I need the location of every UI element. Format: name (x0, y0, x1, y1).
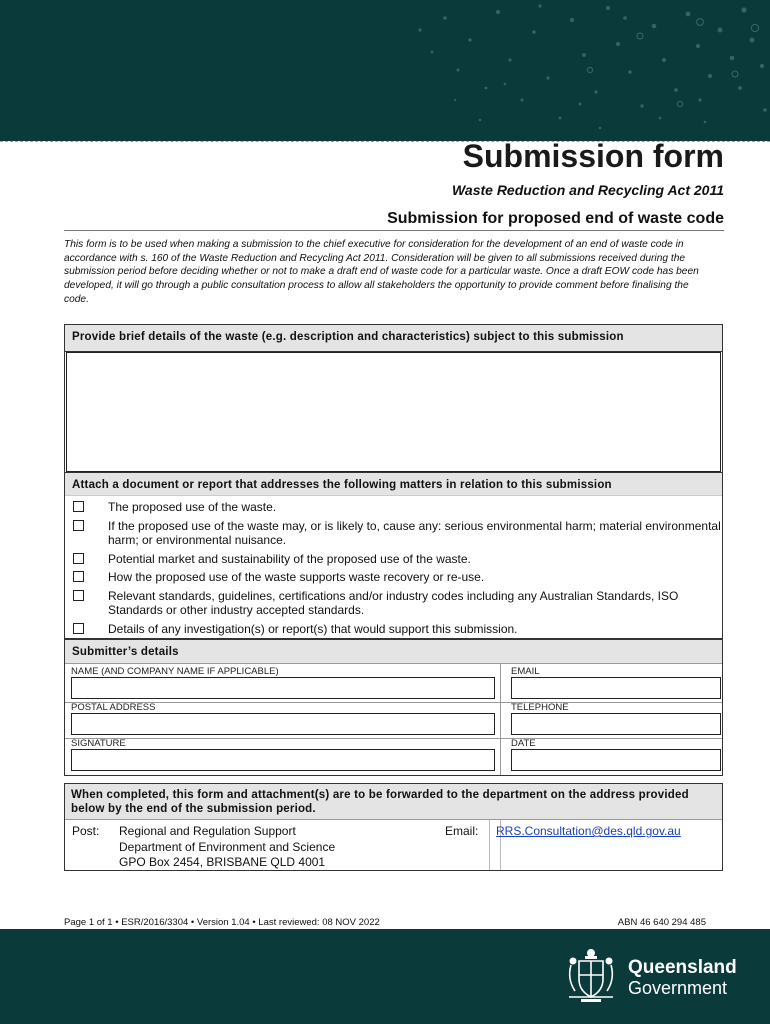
attach-heading: Attach a document or report that addresses the following matters in relation to this submission (65, 472, 722, 496)
row-divider (65, 702, 722, 703)
submitter-heading: Submitter’s details (65, 639, 722, 664)
checklist-item: Potential market and sustainability of the proposed use of the waste. (65, 552, 722, 567)
checklist-item: How the proposed use of the waste supports waste recovery or re-use. (65, 570, 722, 585)
checkbox[interactable] (73, 623, 84, 634)
row-divider (65, 738, 722, 739)
submission-address-section (64, 783, 723, 871)
postal-address-label: POSTAL ADDRESS (71, 702, 156, 713)
checklist-item: The proposed use of the waste. (65, 500, 722, 515)
form-heading: Submission for proposed end of waste code (64, 210, 724, 231)
signature-field[interactable] (71, 749, 495, 771)
email-field[interactable] (511, 677, 721, 699)
checkbox[interactable] (73, 553, 84, 564)
footer-document-info: Page 1 of 1 • ESR/2016/3304 • Version 1.04 • Last reviewed: 08 NOV 2022 (64, 917, 380, 928)
waste-details-section (64, 324, 723, 639)
intro-paragraph: This form is to be used when making a submission to the chief executive for consideration for the development of an end of waste code in accordance with s. 160 of the Waste Reduction and Recycling Act 2011. Consideration will be given to all submissions received during the submission period before deciding whether or not to make a draft end of waste code for a particular waste. Once a draft EOW code has been developed, it will go through a public consultation process to allow all stakeholders the opportunity to provide comment before finalising the code. (64, 239, 699, 305)
name-label: NAME (AND COMPANY NAME IF APPLICABLE) (71, 666, 279, 677)
checkbox[interactable] (73, 520, 84, 531)
postal-address: Regional and Regulation Support Department of Environment and Science GPO Box 2454, BRISBANE QLD 4001 (119, 824, 336, 869)
telephone-field[interactable] (511, 713, 721, 735)
checkbox[interactable] (73, 571, 84, 582)
signature-label: SIGNATURE (71, 738, 126, 749)
column-divider (489, 820, 490, 870)
email-label: EMAIL (511, 666, 540, 677)
waste-details-heading: Provide brief details of the waste (e.g. description and characteristics) subject to this submission (65, 325, 722, 352)
page-title: Submission form (462, 138, 724, 174)
waste-details-textarea[interactable] (66, 352, 721, 472)
postal-address-field[interactable] (71, 713, 495, 735)
act-subtitle: Waste Reduction and Recycling Act 2011 (451, 182, 724, 198)
checklist-item: Details of any investigation(s) or report(s) that would support this submission. (65, 622, 722, 637)
post-label: Post: (72, 824, 100, 838)
submitter-section (64, 639, 723, 776)
dot-pattern-decoration (0, 0, 770, 141)
brand-subtitle: Government (628, 978, 728, 998)
matters-checklist (65, 496, 722, 636)
telephone-label: TELEPHONE (511, 702, 569, 713)
checklist-item: If the proposed use of the waste may, or is likely to, cause any: serious environmental harm; material environmental harm; or environmental nuisance. (65, 519, 722, 548)
completion-heading: When completed, this form and attachment(s) are to be forwarded to the department on the address provided below by the end of the submission period. (65, 784, 722, 820)
checklist-item: Relevant standards, guidelines, certifications and/or industry codes including any Australian Standards, ISO Standards or other industry accepted standards. (65, 589, 722, 618)
header-banner (0, 0, 770, 141)
checkbox[interactable] (73, 501, 84, 512)
brand-name: Queensland (628, 957, 737, 978)
email-label: Email: (445, 824, 479, 838)
column-divider (500, 664, 501, 775)
footer-abn: ABN 46 640 294 485 (617, 917, 706, 928)
queensland-coat-of-arms-icon (563, 945, 619, 1003)
email-link[interactable]: RRS.Consultation@des.qld.gov.au (496, 824, 681, 838)
name-field[interactable] (71, 677, 495, 699)
date-label: DATE (511, 738, 536, 749)
checkbox[interactable] (73, 590, 84, 601)
date-field[interactable] (511, 749, 721, 771)
